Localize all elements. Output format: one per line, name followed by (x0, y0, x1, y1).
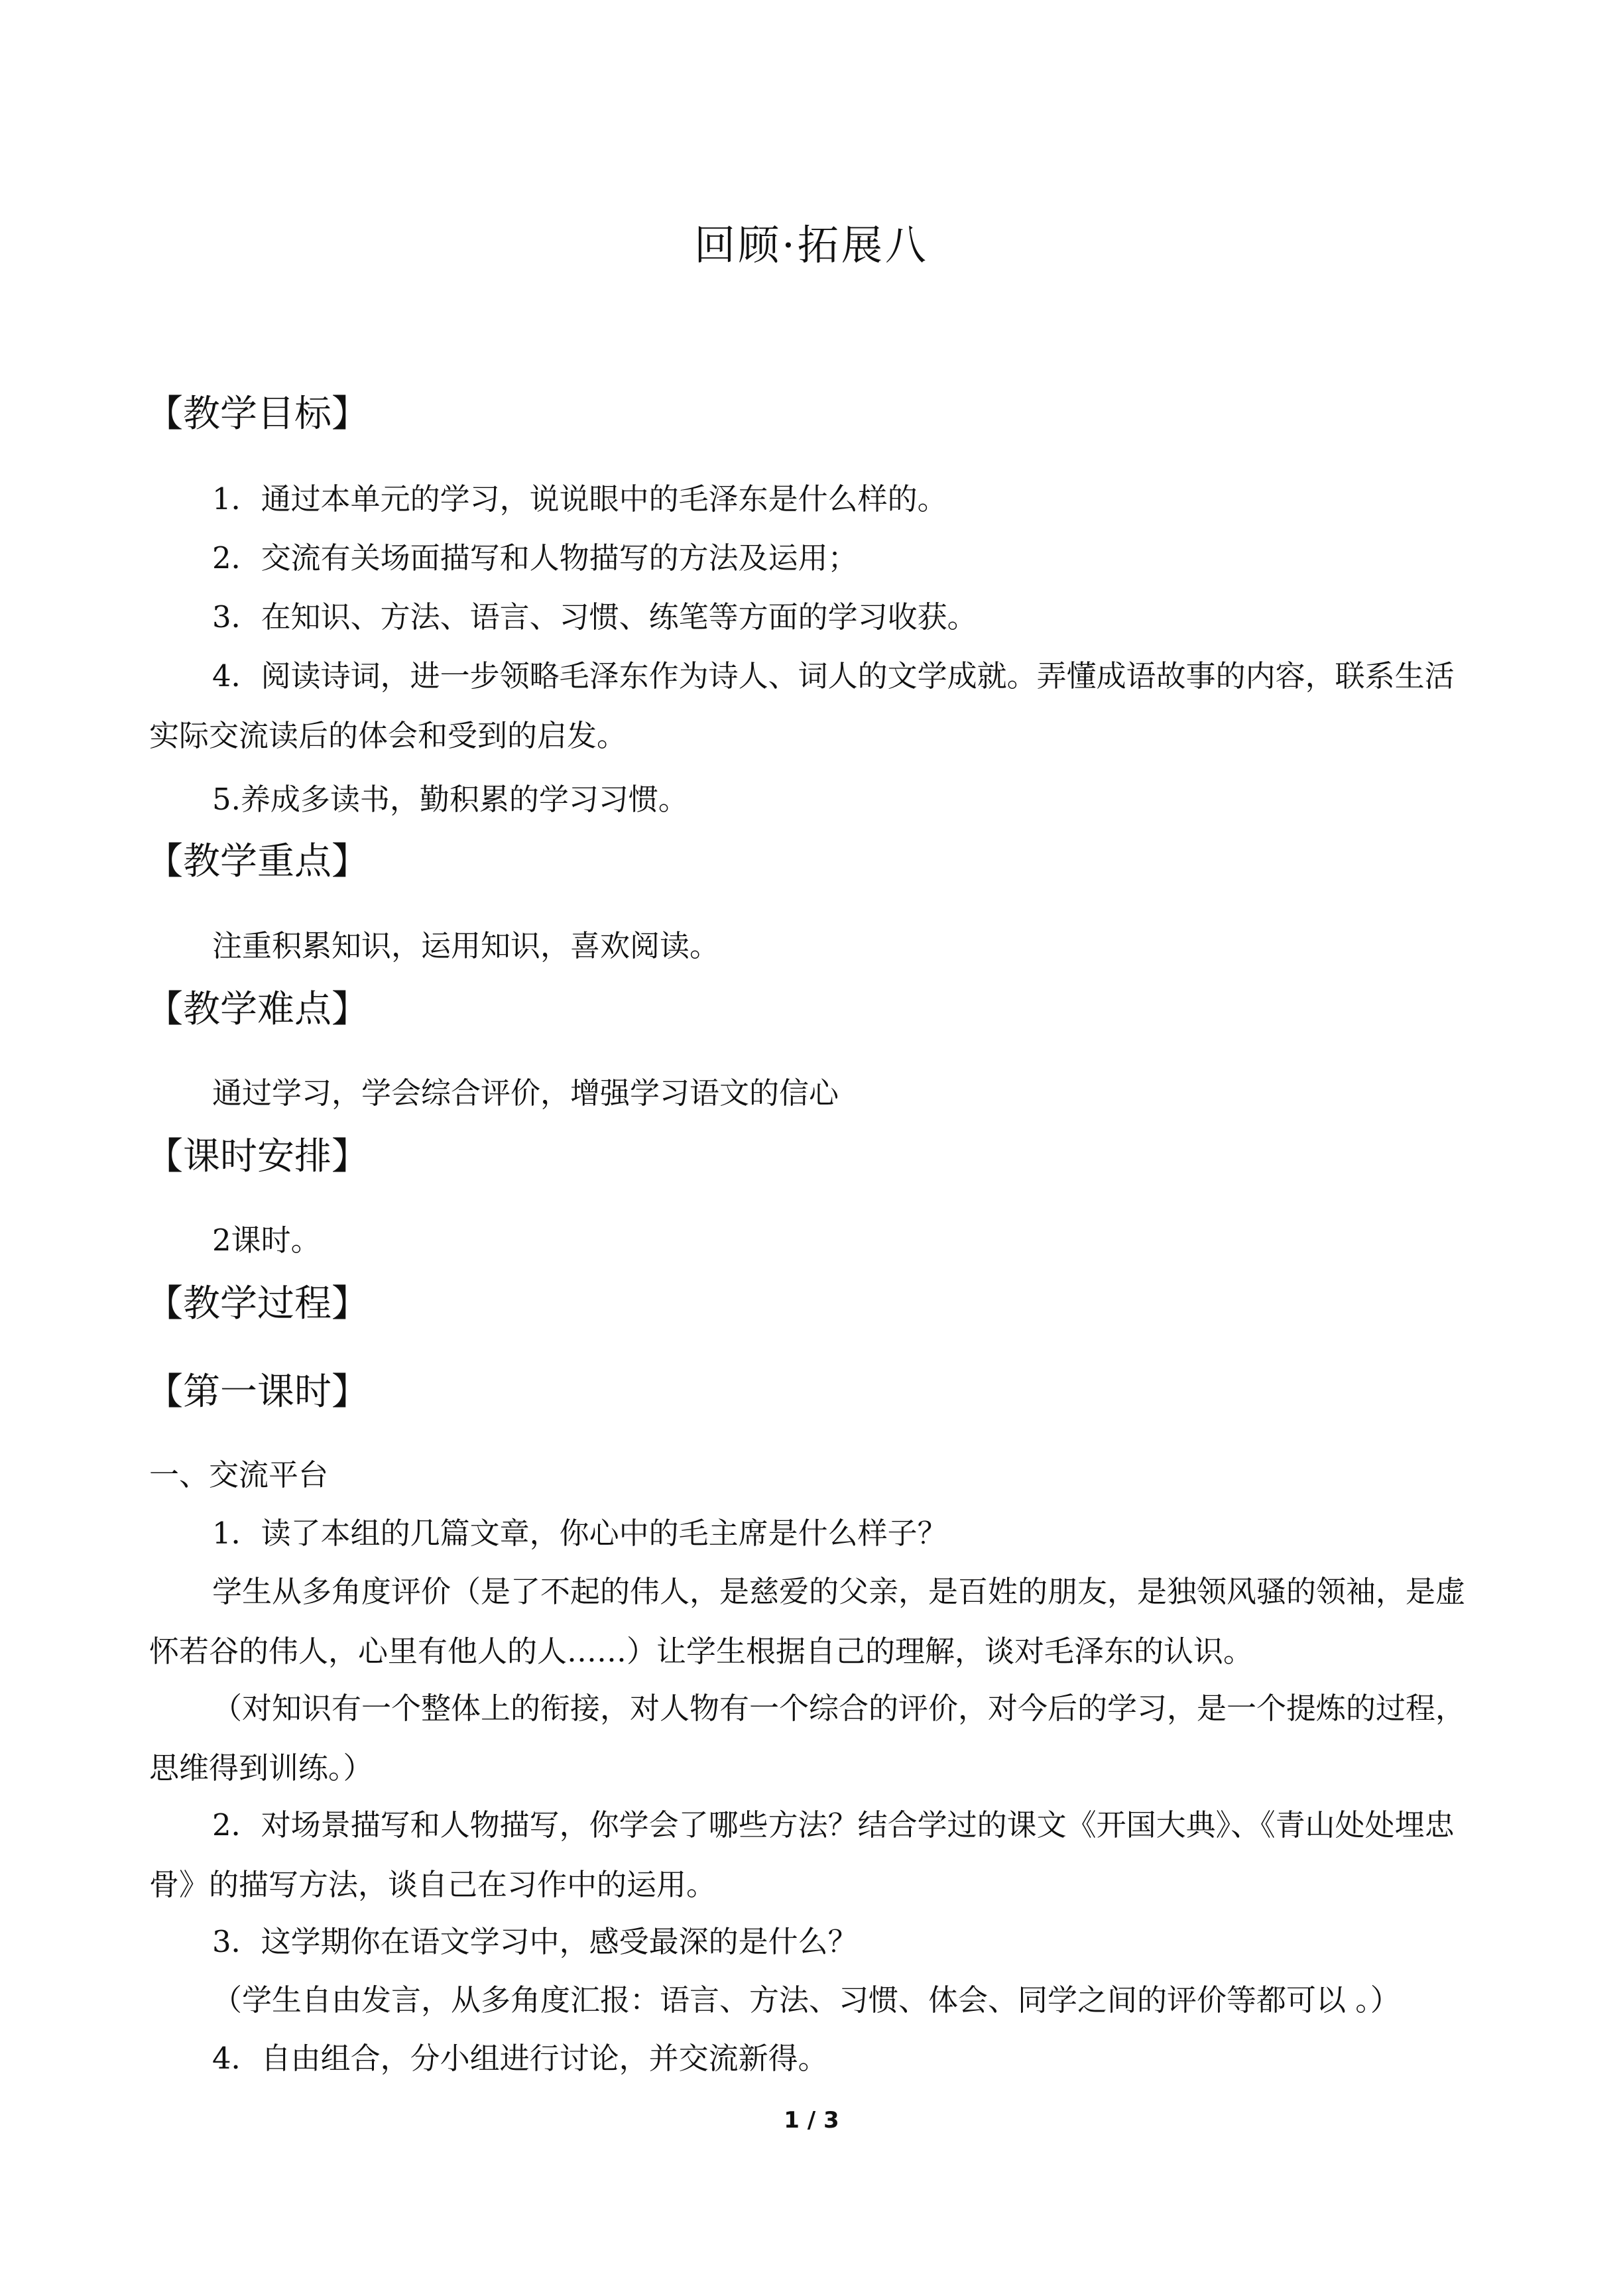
heading-process: 【教学过程】 (146, 1282, 369, 1325)
section-exchange-platform: 一、交流平台 (149, 1457, 329, 1492)
process-item-1: 1．读了本组的几篇文章，你心中的毛主席是什么样子？ (212, 1516, 947, 1551)
document-title: 回顾·拓展八 (694, 221, 929, 269)
process-item-4: 2．对场景描写和人物描写，你学会了哪些方法？结合学过的课文《开国大典》、《青山处处埋忠骨》的描写方法，谈自己在习作中的运用。 (149, 1807, 1455, 1902)
heading-schedule: 【课时安排】 (146, 1135, 369, 1178)
objective-3: 3．在知识、方法、语言、习惯、练笔等方面的学习收获。 (212, 599, 977, 634)
objective-1: 1．通过本单元的学习，说说眼中的毛泽东是什么样的。 (212, 481, 947, 516)
process-item-7: 4．自由组合，分小组进行讨论，并交流新得。 (212, 2041, 828, 2076)
objective-2: 2．交流有关场面描写和人物描写的方法及运用； (212, 540, 858, 575)
process-item-6: （学生自由发言，从多角度汇报：语言、方法、习惯、体会、同学之间的评价等都可以 。） (212, 1982, 1400, 2018)
objective-5: 5.养成多读书，勤积累的学习习惯。 (212, 782, 688, 817)
process-item-3: （对知识有一个整体上的衔接，对人物有一个综合的评价，对今后的学习，是一个提炼的过程，思维得到训练。） (149, 1691, 1466, 1785)
process-item-2: 学生从多角度评价（是了不起的伟人，是慈爱的父亲，是百姓的朋友，是独领风骚的领袖，是虚怀若谷的伟人，心里有他人的人……）让学生根据自己的理解，谈对毛泽东的认识。 (149, 1574, 1466, 1669)
schedule-text: 2课时。 (212, 1223, 321, 1258)
page-number: 1 / 3 (784, 2107, 839, 2134)
objective-4: 4．阅读诗词，进一步领略毛泽东作为诗人、词人的文学成就。弄懂成语故事的内容，联系生活实际交流读后的体会和受到的启发。 (149, 658, 1455, 753)
key-points-text: 注重积累知识，运用知识，喜欢阅读。 (212, 928, 720, 963)
heading-first-lesson: 【第一课时】 (146, 1370, 369, 1414)
difficulties-text: 通过学习，学会综合评价，增强学习语文的信心 (212, 1075, 839, 1111)
heading-key-points: 【教学重点】 (146, 840, 369, 883)
heading-difficulties: 【教学难点】 (146, 988, 369, 1031)
heading-objectives: 【教学目标】 (146, 393, 369, 436)
process-item-5: 3．这学期你在语文学习中，感受最深的是什么？ (212, 1924, 858, 1959)
